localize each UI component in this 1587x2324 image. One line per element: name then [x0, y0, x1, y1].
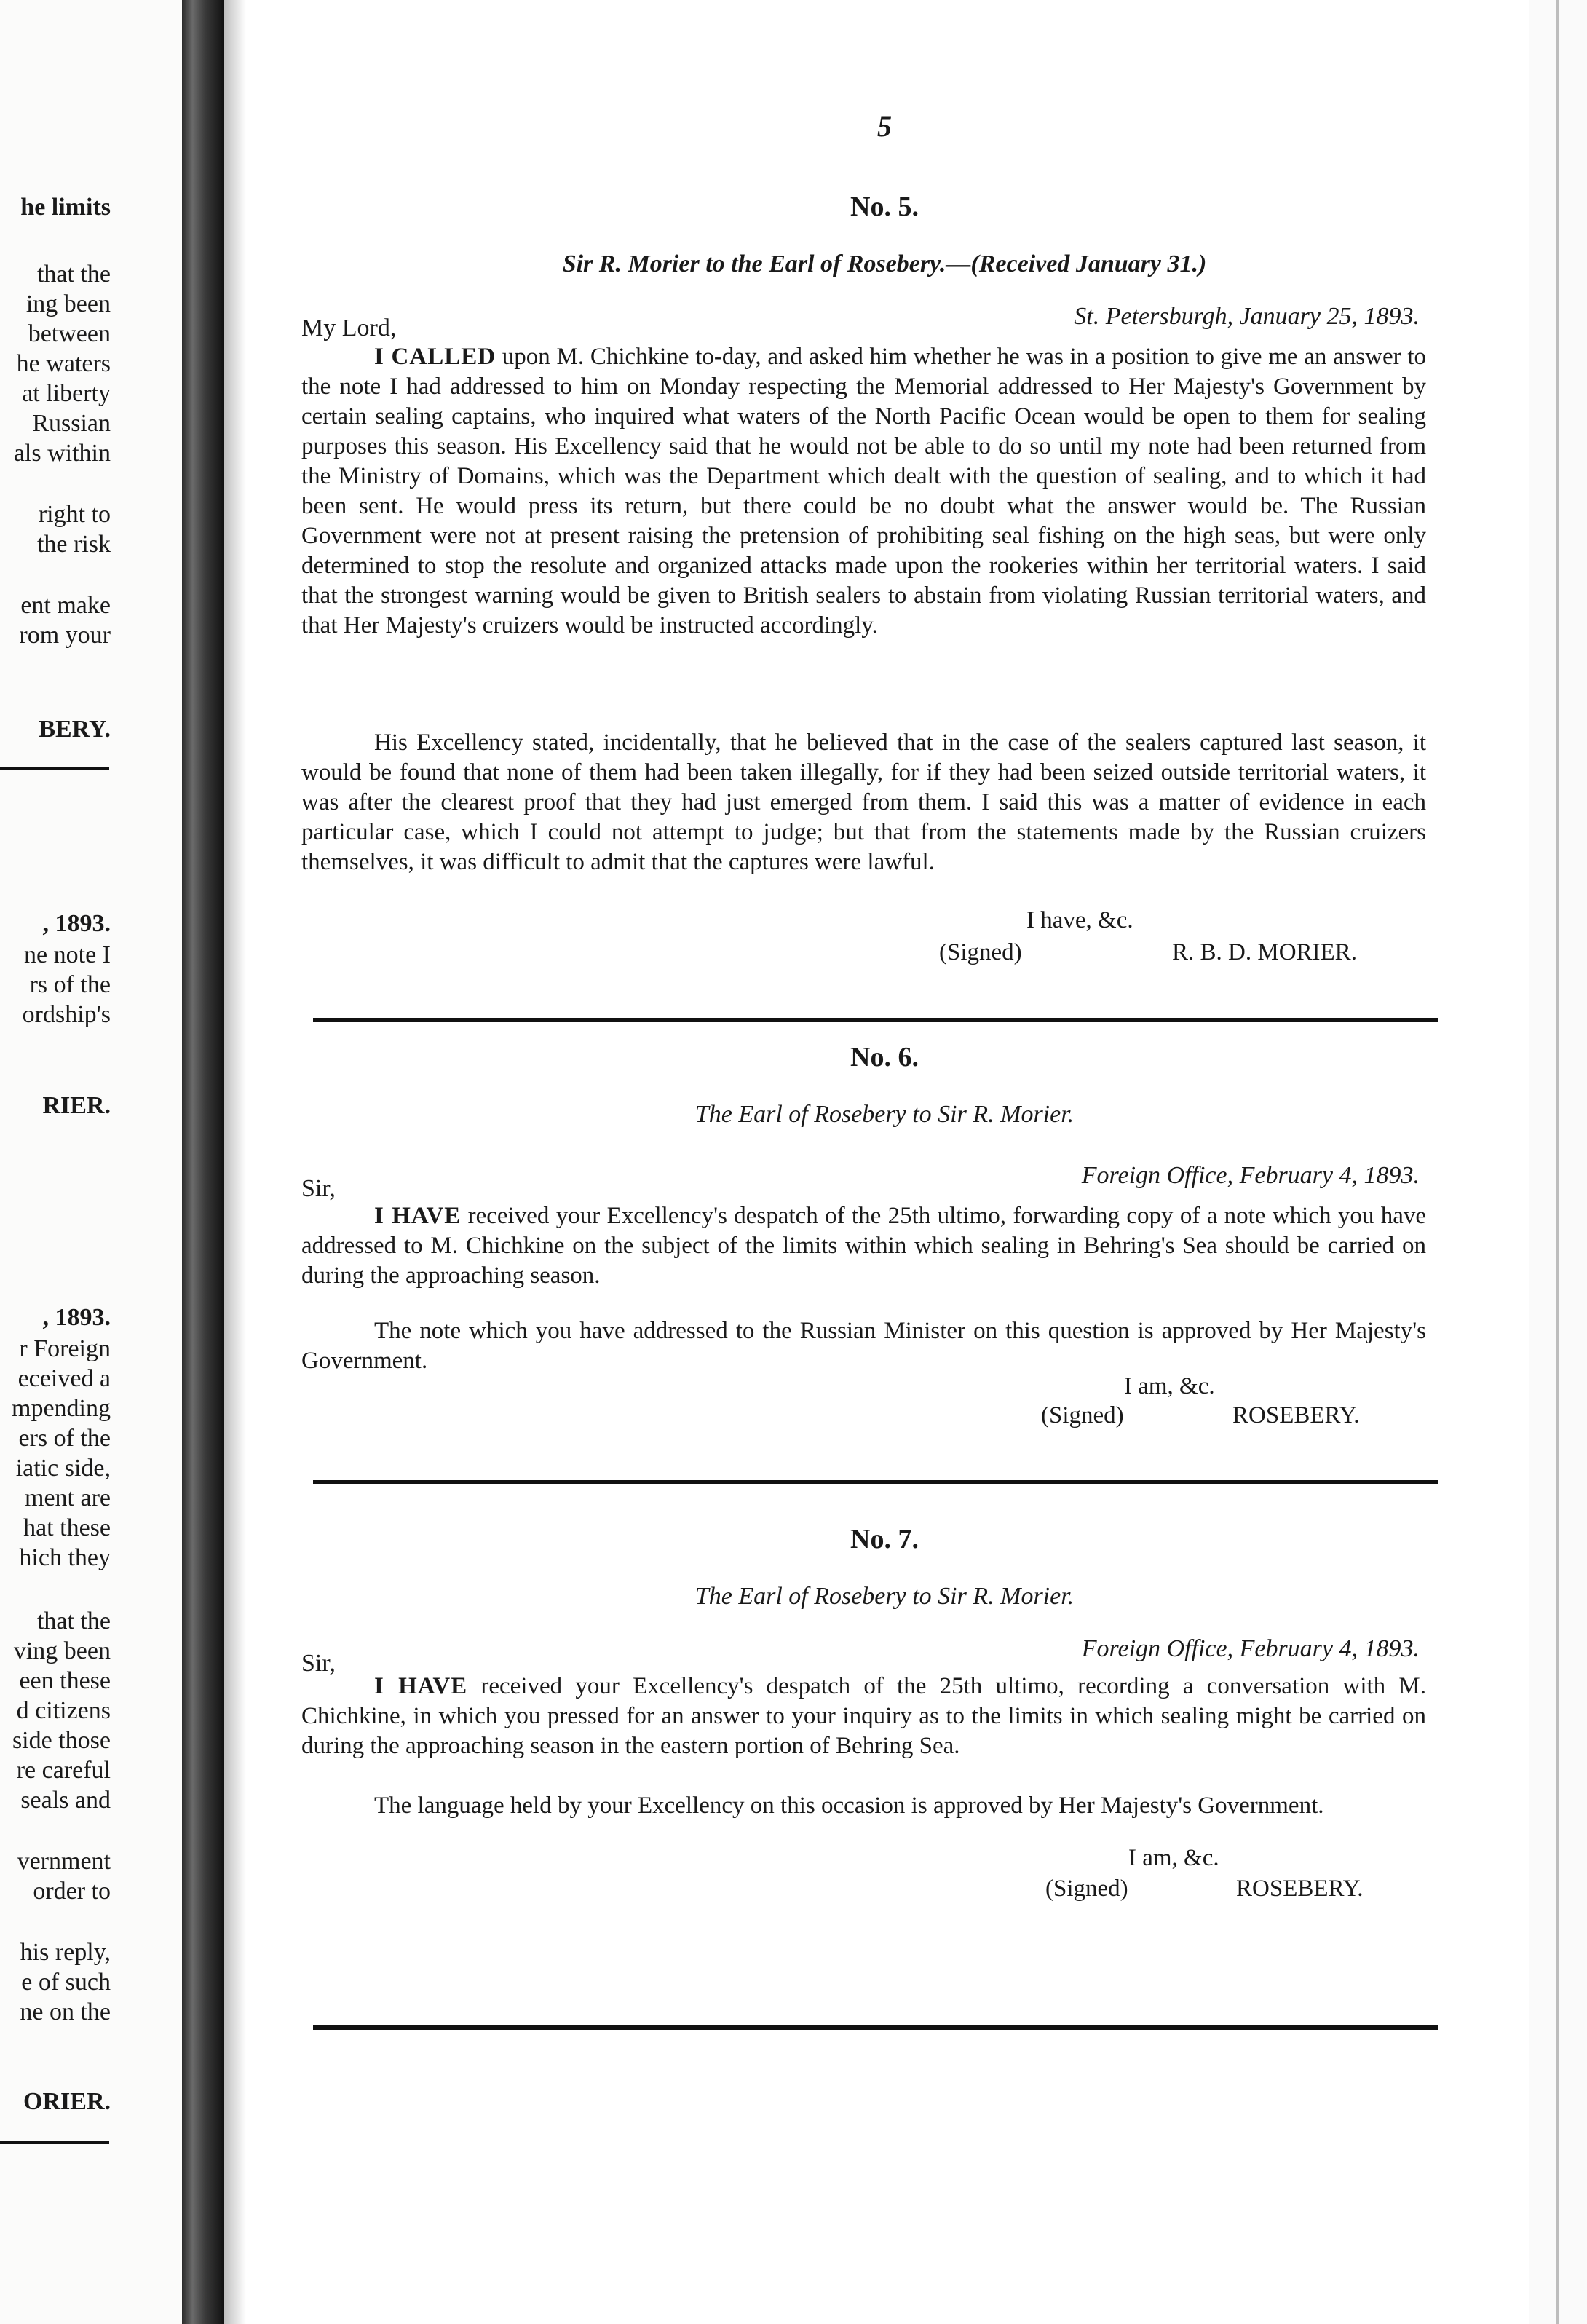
left-fragment-line: RIER.	[42, 1092, 111, 1119]
left-fragment-line: iatic side,	[15, 1455, 111, 1482]
closing-7: I am, &c.	[1128, 1845, 1219, 1871]
signatory-5: R. B. D. MORIER.	[1172, 939, 1357, 965]
left-fragment-line: ers of the	[18, 1425, 111, 1452]
paragraph-text: received your Excellency's despatch of the 25th ultimo, forwarding copy of a note which you have addressed to M. Chichkine on the subject of the limits within which sealing in Behring's Sea should be carried on during the approaching season.	[301, 1203, 1426, 1289]
left-fragment-line: order to	[33, 1878, 111, 1905]
opening-words: I HAVE	[374, 1203, 462, 1229]
document-heading-5: No. 5.	[850, 191, 919, 222]
section-divider	[313, 1480, 1438, 1484]
left-fragment-line: een these	[19, 1667, 111, 1694]
left-fragment-line: , 1893.	[42, 1304, 111, 1331]
left-fragment-line: right to	[38, 501, 111, 528]
salutation-5: My Lord,	[301, 315, 397, 341]
left-fragment-line: d citizens	[16, 1697, 111, 1724]
page-edge	[1529, 0, 1587, 2324]
left-fragment-line: ORIER.	[23, 2088, 111, 2115]
left-fragment-line: ving been	[13, 1637, 111, 1664]
left-fragment-line: the risk	[36, 531, 111, 558]
left-fragment-line: eceived a	[17, 1365, 111, 1392]
body-paragraph-5-1	[301, 342, 1426, 641]
document-subheading-5: Sir R. Morier to the Earl of Rosebery.—(Received January 31.)	[562, 250, 1207, 277]
opening-words: I CALLED	[374, 344, 496, 370]
signatory-7: ROSEBERY.	[1236, 1876, 1364, 1902]
closing-5: I have, &c.	[1026, 907, 1133, 933]
left-fragment-line: ing been	[25, 290, 111, 317]
left-fragment-line: he limits	[20, 194, 111, 221]
left-page-fragment	[0, 0, 182, 2324]
left-divider	[0, 767, 109, 770]
body-paragraph-6-1	[301, 1201, 1426, 1291]
left-fragment-line: ne on the	[20, 1999, 111, 2025]
dateline-5: St. Petersburgh, January 25, 1893.	[1074, 303, 1420, 330]
dateline-7: Foreign Office, February 4, 1893.	[1081, 1635, 1420, 1662]
signed-label-6: (Signed)	[1041, 1402, 1124, 1428]
left-fragment-line: e of such	[21, 1969, 111, 1996]
paragraph-text: upon M. Chichkine to-day, and asked him whether he was in a position to give me an answer to the note I had addressed to him on Monday respecting the Memorial addressed to Her Majesty's Government by certain sealing captains, who inquired what waters of the North Pacific Ocean would be open to them for sealing purposes this season. His Excellency said that he would not be able to do so until my note had been returned from the Ministry of Domains, which was the Department which dealt with the question of sealing, and to which it had been sent. He would press its return, but there could be no doubt what the answer would be. The Russian Government were not at present raising the pretension of prohibiting seal fishing on the high seas, but were only determined to stop the resolute and organized attacks made upon the rookeries within her territorial waters. I said that the strongest warning would be given to British sealers to abstain from violating Russian territorial waters, and that Her Majesty's cruizers would be instructed accordingly.	[301, 344, 1426, 639]
left-fragment-line: BERY.	[39, 716, 111, 743]
document-page	[240, 0, 1529, 2324]
left-fragment-line: that the	[36, 261, 111, 288]
left-divider	[0, 2141, 109, 2144]
left-fragment-line: hat these	[23, 1514, 111, 1541]
document-heading-7: No. 7.	[850, 1524, 919, 1554]
book-gutter	[182, 0, 224, 2324]
document-subheading-7: The Earl of Rosebery to Sir R. Morier.	[694, 1583, 1075, 1610]
left-fragment-line: he waters	[16, 350, 111, 377]
left-fragment-line: vernment	[17, 1848, 111, 1875]
document-subheading-6: The Earl of Rosebery to Sir R. Morier.	[694, 1101, 1075, 1128]
left-fragment-line: ent make	[20, 592, 111, 619]
signed-label-7: (Signed)	[1045, 1876, 1128, 1902]
document-heading-6: No. 6.	[850, 1042, 919, 1072]
signatory-6: ROSEBERY.	[1232, 1402, 1360, 1428]
left-fragment-line: als within	[13, 440, 111, 467]
left-fragment-line: ment are	[25, 1485, 111, 1511]
left-fragment-line: , 1893.	[42, 910, 111, 937]
left-fragment-line: Russian	[32, 410, 111, 437]
left-fragment-line: rom your	[19, 622, 111, 649]
left-fragment-line: that the	[36, 1608, 111, 1635]
body-paragraph-7-1	[301, 1672, 1426, 1761]
dateline-6: Foreign Office, February 4, 1893.	[1081, 1162, 1420, 1189]
paragraph-text: received your Excellency's despatch of the 25th ultimo, recording a conversation with M. Chichkine, in which you pressed for an answer to your inquiry as to the limits in which sealing might be carried on during the approaching season in the eastern portion of Behring Sea.	[301, 1673, 1426, 1759]
left-fragment-line: between	[28, 320, 111, 347]
left-fragment-line: his reply,	[20, 1939, 111, 1966]
body-paragraph-5-2: His Excellency stated, incidentally, that he believed that in the case of the sealers captured last season, it would be found that none of them had been taken illegally, for if they had been seized outside territorial waters, it was after the clearest proof that they had just emerged from them. I said this was a matter of evidence in each particular case, which I could not attempt to judge; but that from the statements made by the Russian cruizers themselves, it was difficult to admit that the captures were lawful.	[301, 730, 1426, 875]
signed-label-5: (Signed)	[939, 939, 1022, 965]
left-fragment-line: rs of the	[29, 971, 111, 998]
salutation-7: Sir,	[301, 1650, 336, 1677]
left-fragment-line: re careful	[16, 1757, 111, 1784]
left-fragment-line: side those	[12, 1727, 111, 1754]
left-fragment-line: r Foreign	[19, 1335, 111, 1362]
left-fragment-line: ordship's	[22, 1001, 111, 1028]
section-divider	[313, 2025, 1438, 2030]
body-paragraph-6-2: The note which you have addressed to the Russian Minister on this question is approved by Her Majesty's Government.	[301, 1318, 1426, 1374]
left-fragment-line: hich they	[19, 1544, 111, 1571]
opening-words: I HAVE	[374, 1673, 468, 1699]
closing-6: I am, &c.	[1124, 1373, 1215, 1399]
left-fragment-line: at liberty	[22, 380, 111, 407]
salutation-6: Sir,	[301, 1175, 336, 1202]
section-divider	[313, 1018, 1438, 1022]
page-number: 5	[877, 110, 892, 143]
left-fragment-line: ne note I	[24, 941, 111, 968]
left-fragment-line: seals and	[20, 1787, 111, 1814]
body-paragraph-7-2: The language held by your Excellency on this occasion is approved by Her Majesty's Government.	[374, 1793, 1324, 1819]
left-fragment-line: mpending	[12, 1395, 111, 1422]
